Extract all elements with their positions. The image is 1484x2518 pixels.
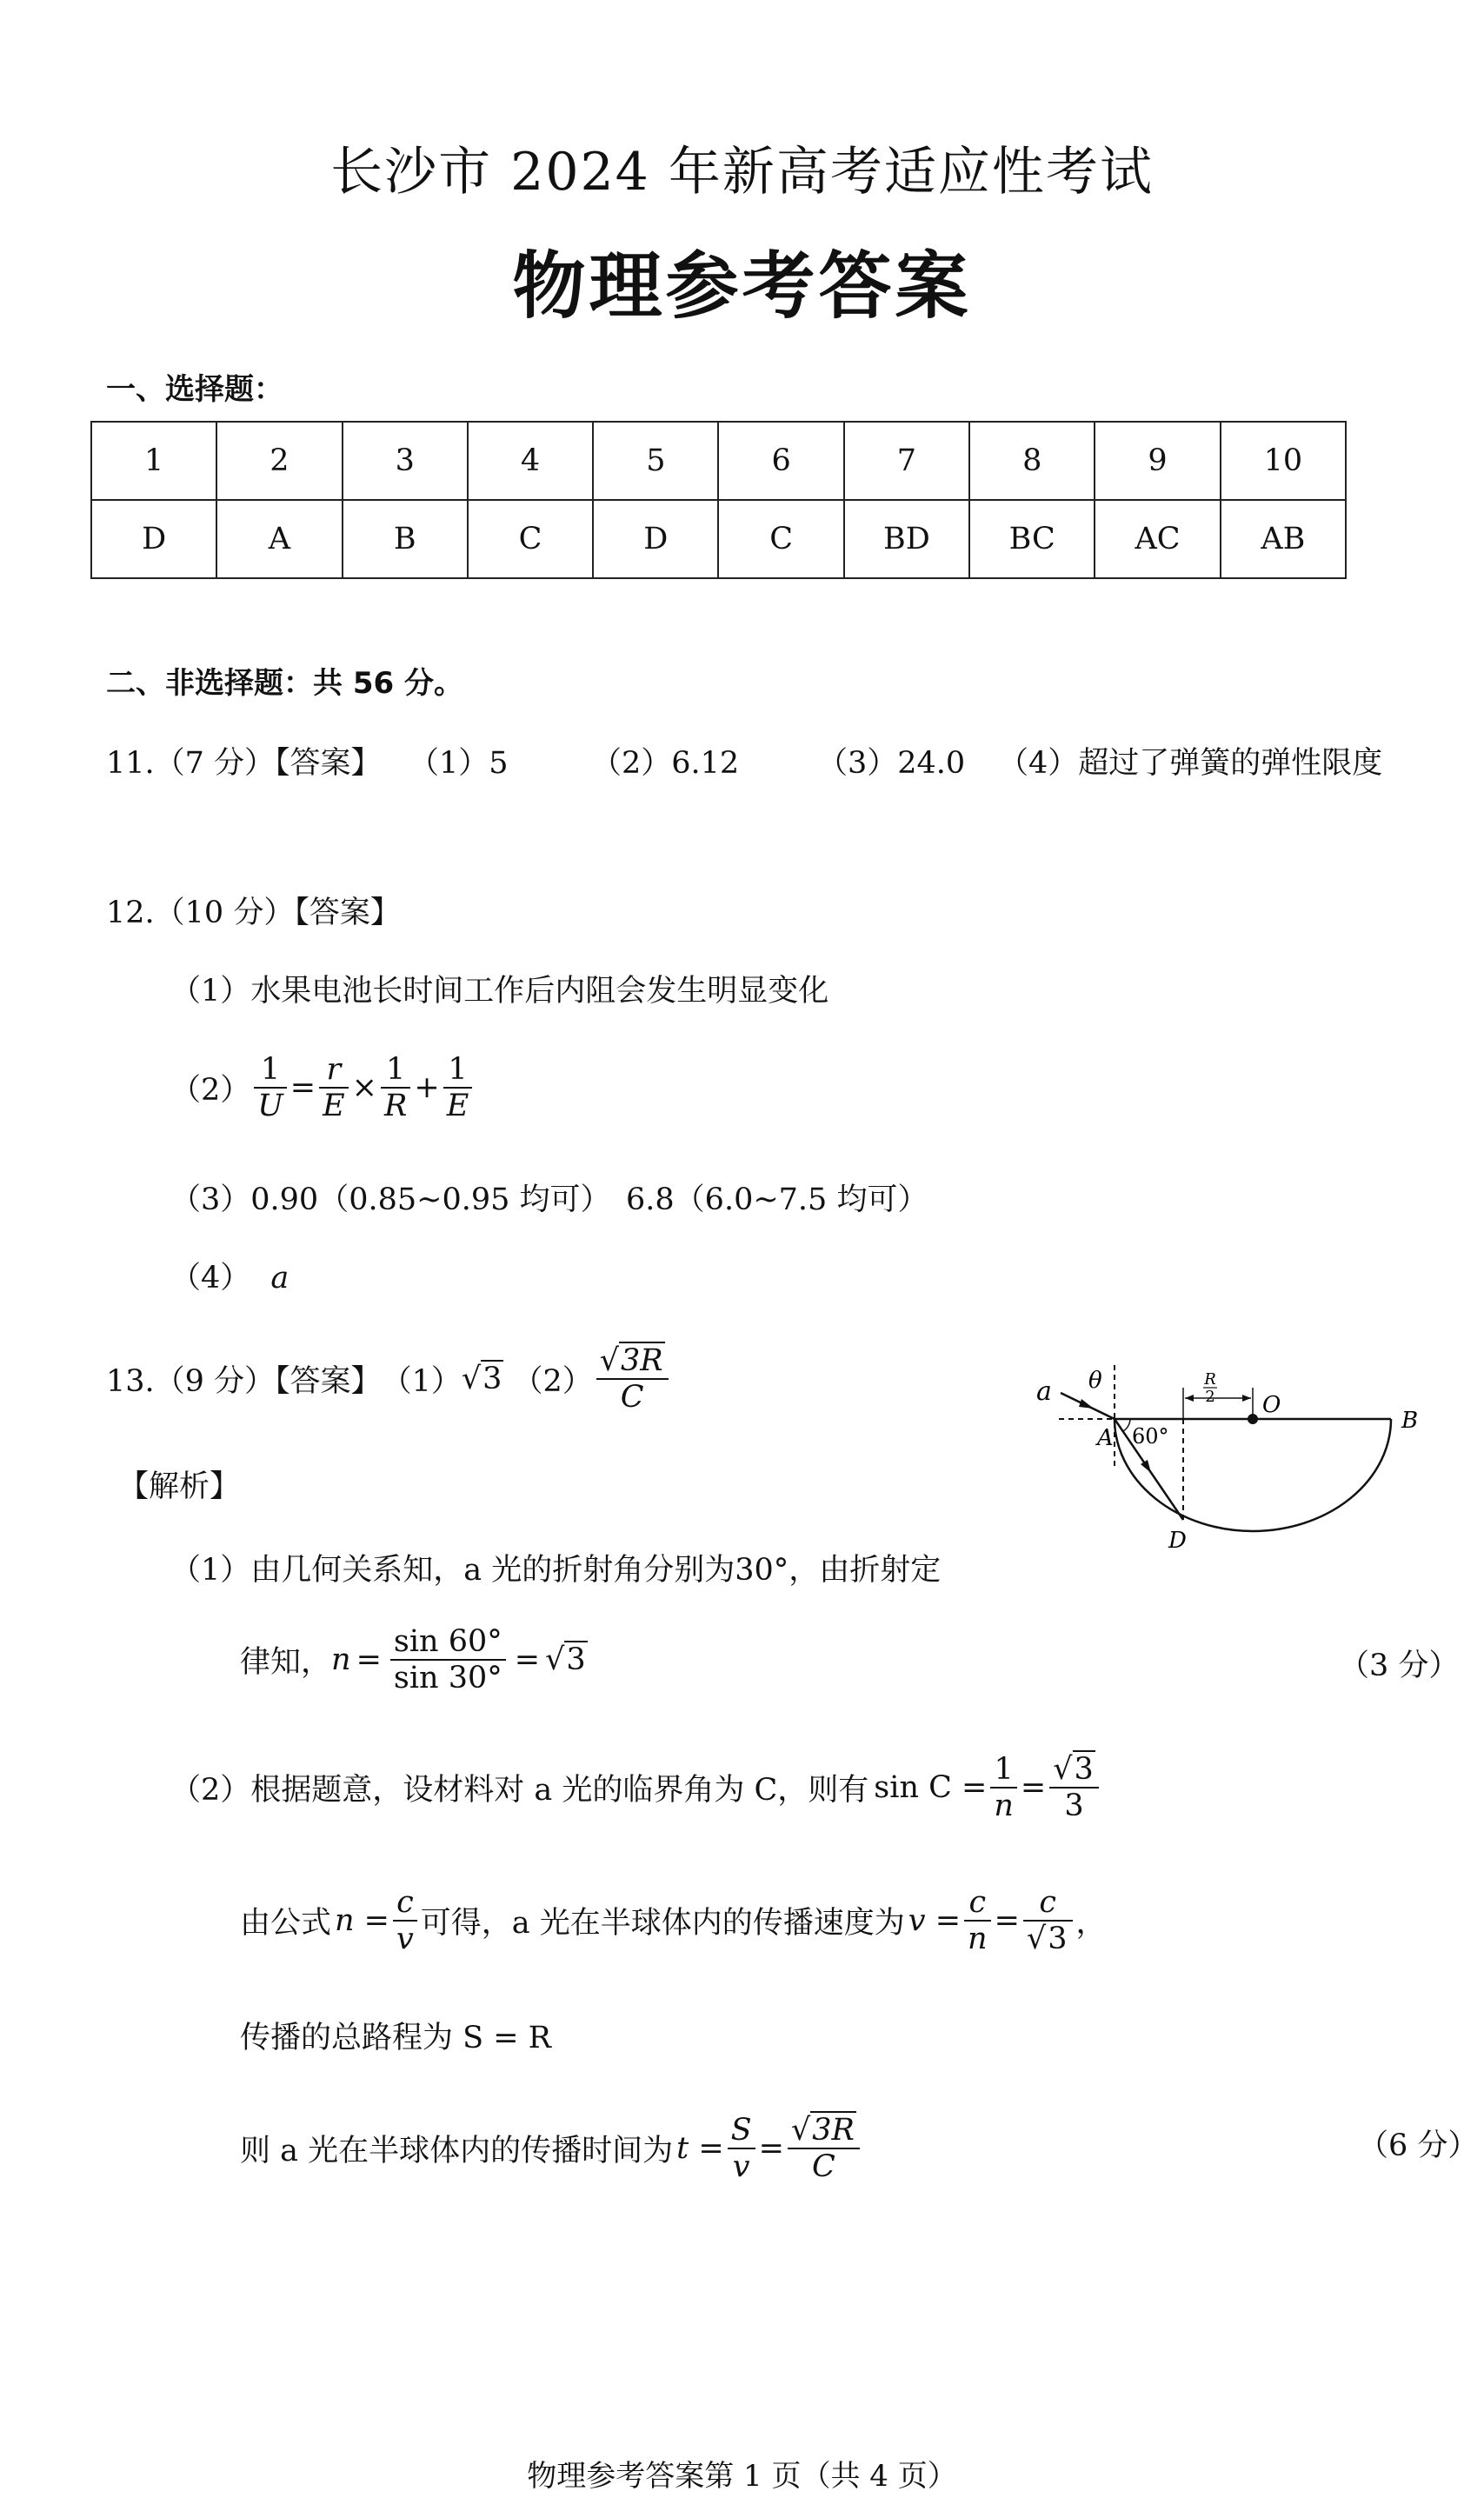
equals-sign: =	[514, 1642, 541, 1678]
arrow-head	[1079, 1399, 1094, 1409]
text: 可得，a 光在半球体内的传播速度为	[420, 1906, 905, 1942]
answer-cell: AC	[1095, 500, 1220, 578]
numerator: r	[319, 1052, 349, 1089]
denominator: n	[994, 1789, 1014, 1824]
fraction	[319, 1052, 349, 1124]
question-number-cell: 1	[91, 422, 216, 500]
denominator: v	[396, 1922, 414, 1957]
expression: t =	[676, 2131, 724, 2167]
denominator: E	[446, 1089, 469, 1124]
fraction	[728, 2113, 755, 2185]
fraction	[990, 1752, 1017, 1824]
question-number-cell: 9	[1095, 422, 1220, 500]
fraction	[390, 1624, 506, 1696]
equals-sign: =	[289, 1070, 316, 1106]
numerator: 1	[254, 1052, 287, 1089]
variable: n	[331, 1642, 351, 1678]
fraction	[443, 1052, 473, 1124]
q11-answer-3: （3）24.0	[817, 746, 966, 781]
sqrt-expression: √3	[545, 1642, 586, 1678]
point-O-label: O	[1262, 1392, 1281, 1418]
question-number-cell: 5	[593, 422, 718, 500]
angle-theta-label: θ	[1088, 1368, 1102, 1394]
sqrt-expression: √3	[461, 1362, 502, 1397]
expression: v =	[908, 1903, 962, 1939]
solution-1-line-1: （1）由几何关系知，a 光的折射角分别为30°，由折射定	[170, 1553, 942, 1588]
q12-answer-1: （1）水果电池长时间工作后内阻会发生明显变化	[170, 974, 829, 1009]
q12-answer-4-label: （4）	[170, 1261, 251, 1296]
numerator: 1	[990, 1752, 1017, 1789]
q11-answer-1: （1）5	[409, 746, 509, 781]
numerator: S	[728, 2113, 755, 2149]
question-number-cell: 7	[844, 422, 969, 500]
question-number-cell: 10	[1221, 422, 1346, 500]
q13-head: 13.（9 分）【答案】	[106, 1364, 382, 1400]
answer-cell: C	[718, 500, 843, 578]
answer-cell: AB	[1221, 500, 1346, 578]
denominator: C	[812, 2149, 835, 2185]
question-number-cell: 4	[468, 422, 593, 500]
denominator: v	[732, 2149, 750, 2185]
answer-cell: D	[91, 500, 216, 578]
solution-2-line-2	[240, 1885, 1107, 1957]
page-title: 物理参考答案	[512, 243, 972, 329]
angle-arc	[1123, 1419, 1130, 1431]
numerator: sin 60°	[390, 1624, 506, 1661]
analysis-heading: 【解析】	[118, 1469, 241, 1504]
answer-cell: A	[216, 500, 342, 578]
ray-label-a: a	[1036, 1376, 1052, 1407]
point-B-label: B	[1401, 1408, 1419, 1434]
plus-sign: +	[414, 1070, 440, 1106]
score-label: （3 分）	[1339, 1649, 1460, 1683]
section1-heading: 一、选择题：	[106, 372, 283, 407]
equals-sign: =	[356, 1642, 382, 1678]
question-number-cell: 2	[216, 422, 342, 500]
radicand: 3R	[621, 1343, 663, 1378]
fraction	[381, 1052, 410, 1124]
text: （2）根据题意，设材料对 a 光的临界角为 C，则有	[170, 1773, 869, 1809]
radicand: 3	[1048, 1922, 1068, 1957]
answer-table	[90, 421, 1347, 579]
text: 律知，	[240, 1645, 332, 1681]
score-label: （6 分）	[1358, 2128, 1479, 2163]
fraction	[964, 1885, 991, 1957]
exam-title: 长沙市 2024 年新高考适应性考试	[330, 142, 1154, 203]
solution-1-line-2	[240, 1624, 588, 1696]
r-over-2-denominator: 2	[1205, 1388, 1215, 1406]
answer-cell: BD	[844, 500, 969, 578]
sqrt-expression: √3R	[790, 2113, 855, 2148]
q12-head: 12.（10 分）【答案】	[106, 896, 401, 930]
radicand: 3	[1074, 1752, 1094, 1787]
question-number-cell: 6	[718, 422, 843, 500]
r-over-2-numerator: R	[1204, 1370, 1216, 1389]
fraction	[393, 1885, 417, 1957]
arrow-head	[1242, 1395, 1251, 1402]
q12-answer-2	[170, 1052, 476, 1124]
answer-table-answer-row	[91, 500, 1346, 578]
sqrt-expression: √3	[1053, 1752, 1094, 1787]
sqrt-expression: √3R	[599, 1343, 663, 1378]
q11-answer-2: （2）6.12	[591, 746, 740, 781]
q12-answer-4	[170, 1254, 289, 1297]
page-footer: 物理参考答案第 1 页（共 4 页）	[527, 2459, 957, 2494]
denominator: C	[620, 1380, 644, 1416]
answer-cell: D	[593, 500, 718, 578]
solution-2-line-1	[170, 1752, 1102, 1824]
question-number-cell: 8	[969, 422, 1095, 500]
equals-sign: =	[758, 2131, 784, 2167]
fraction	[596, 1343, 669, 1416]
denominator: n	[968, 1922, 988, 1957]
answer-table-number-row	[91, 422, 1346, 500]
arrow-head	[1185, 1395, 1194, 1402]
radicand: 3R	[812, 2113, 855, 2148]
q13-answer-2-label: （2）	[512, 1364, 593, 1400]
fraction	[1049, 1752, 1099, 1824]
q12-answer-3: （3）0.90（0.85~0.95 均可） 6.8（6.0~7.5 均可）	[170, 1182, 928, 1217]
question-number-cell: 3	[343, 422, 468, 500]
expression: n =	[335, 1903, 390, 1939]
text: 则 a 光在半球体内的传播时间为	[240, 2134, 674, 2169]
q12-answer-2-label: （2）	[170, 1073, 251, 1109]
numerator: 1	[381, 1052, 410, 1089]
fraction	[788, 2113, 860, 2185]
q13-answer-1-label: （1）	[381, 1364, 462, 1400]
times-sign: ×	[351, 1070, 377, 1106]
hemisphere-diagram	[1026, 1356, 1434, 1591]
solution-2-line-3: 传播的总路程为 S = R	[240, 2021, 552, 2055]
fraction	[1023, 1885, 1073, 1957]
q11-head: 11.（7 分）【答案】	[106, 746, 382, 781]
point-A-label: A	[1097, 1425, 1114, 1451]
numerator: 1	[443, 1052, 473, 1089]
denominator: sin 30°	[393, 1661, 502, 1696]
expression: sin C =	[874, 1770, 988, 1806]
q13-answer-line	[106, 1343, 672, 1416]
numerator: c	[964, 1885, 991, 1922]
q11-answer-4: （4）超过了弹簧的弹性限度	[998, 746, 1383, 781]
denominator: U	[257, 1089, 283, 1124]
numerator: c	[393, 1885, 417, 1922]
q12-answer-4-value: a	[270, 1261, 289, 1296]
center-point	[1248, 1414, 1258, 1424]
fraction	[254, 1052, 287, 1124]
denominator: E	[323, 1089, 345, 1124]
solution-2-line-4	[240, 2113, 863, 2185]
point-D-label: D	[1168, 1528, 1187, 1554]
equals-sign: =	[994, 1903, 1020, 1939]
answer-cell: B	[343, 500, 468, 578]
comma: ，	[1075, 1906, 1107, 1942]
radicand: 3	[482, 1362, 502, 1397]
answer-cell: BC	[969, 500, 1095, 578]
text: 由公式	[240, 1906, 332, 1942]
denominator: 3	[1064, 1789, 1084, 1824]
sqrt-expression: √3	[1026, 1922, 1068, 1957]
denominator: R	[384, 1089, 408, 1124]
answer-cell: C	[468, 500, 593, 578]
arrow-head	[1141, 1460, 1151, 1473]
equals-sign: =	[1020, 1770, 1047, 1806]
numerator: c	[1023, 1885, 1073, 1922]
section2-heading: 二、非选择题：共 56 分。	[106, 666, 463, 701]
radicand: 3	[566, 1642, 586, 1678]
angle-60-label: 60°	[1132, 1424, 1169, 1449]
